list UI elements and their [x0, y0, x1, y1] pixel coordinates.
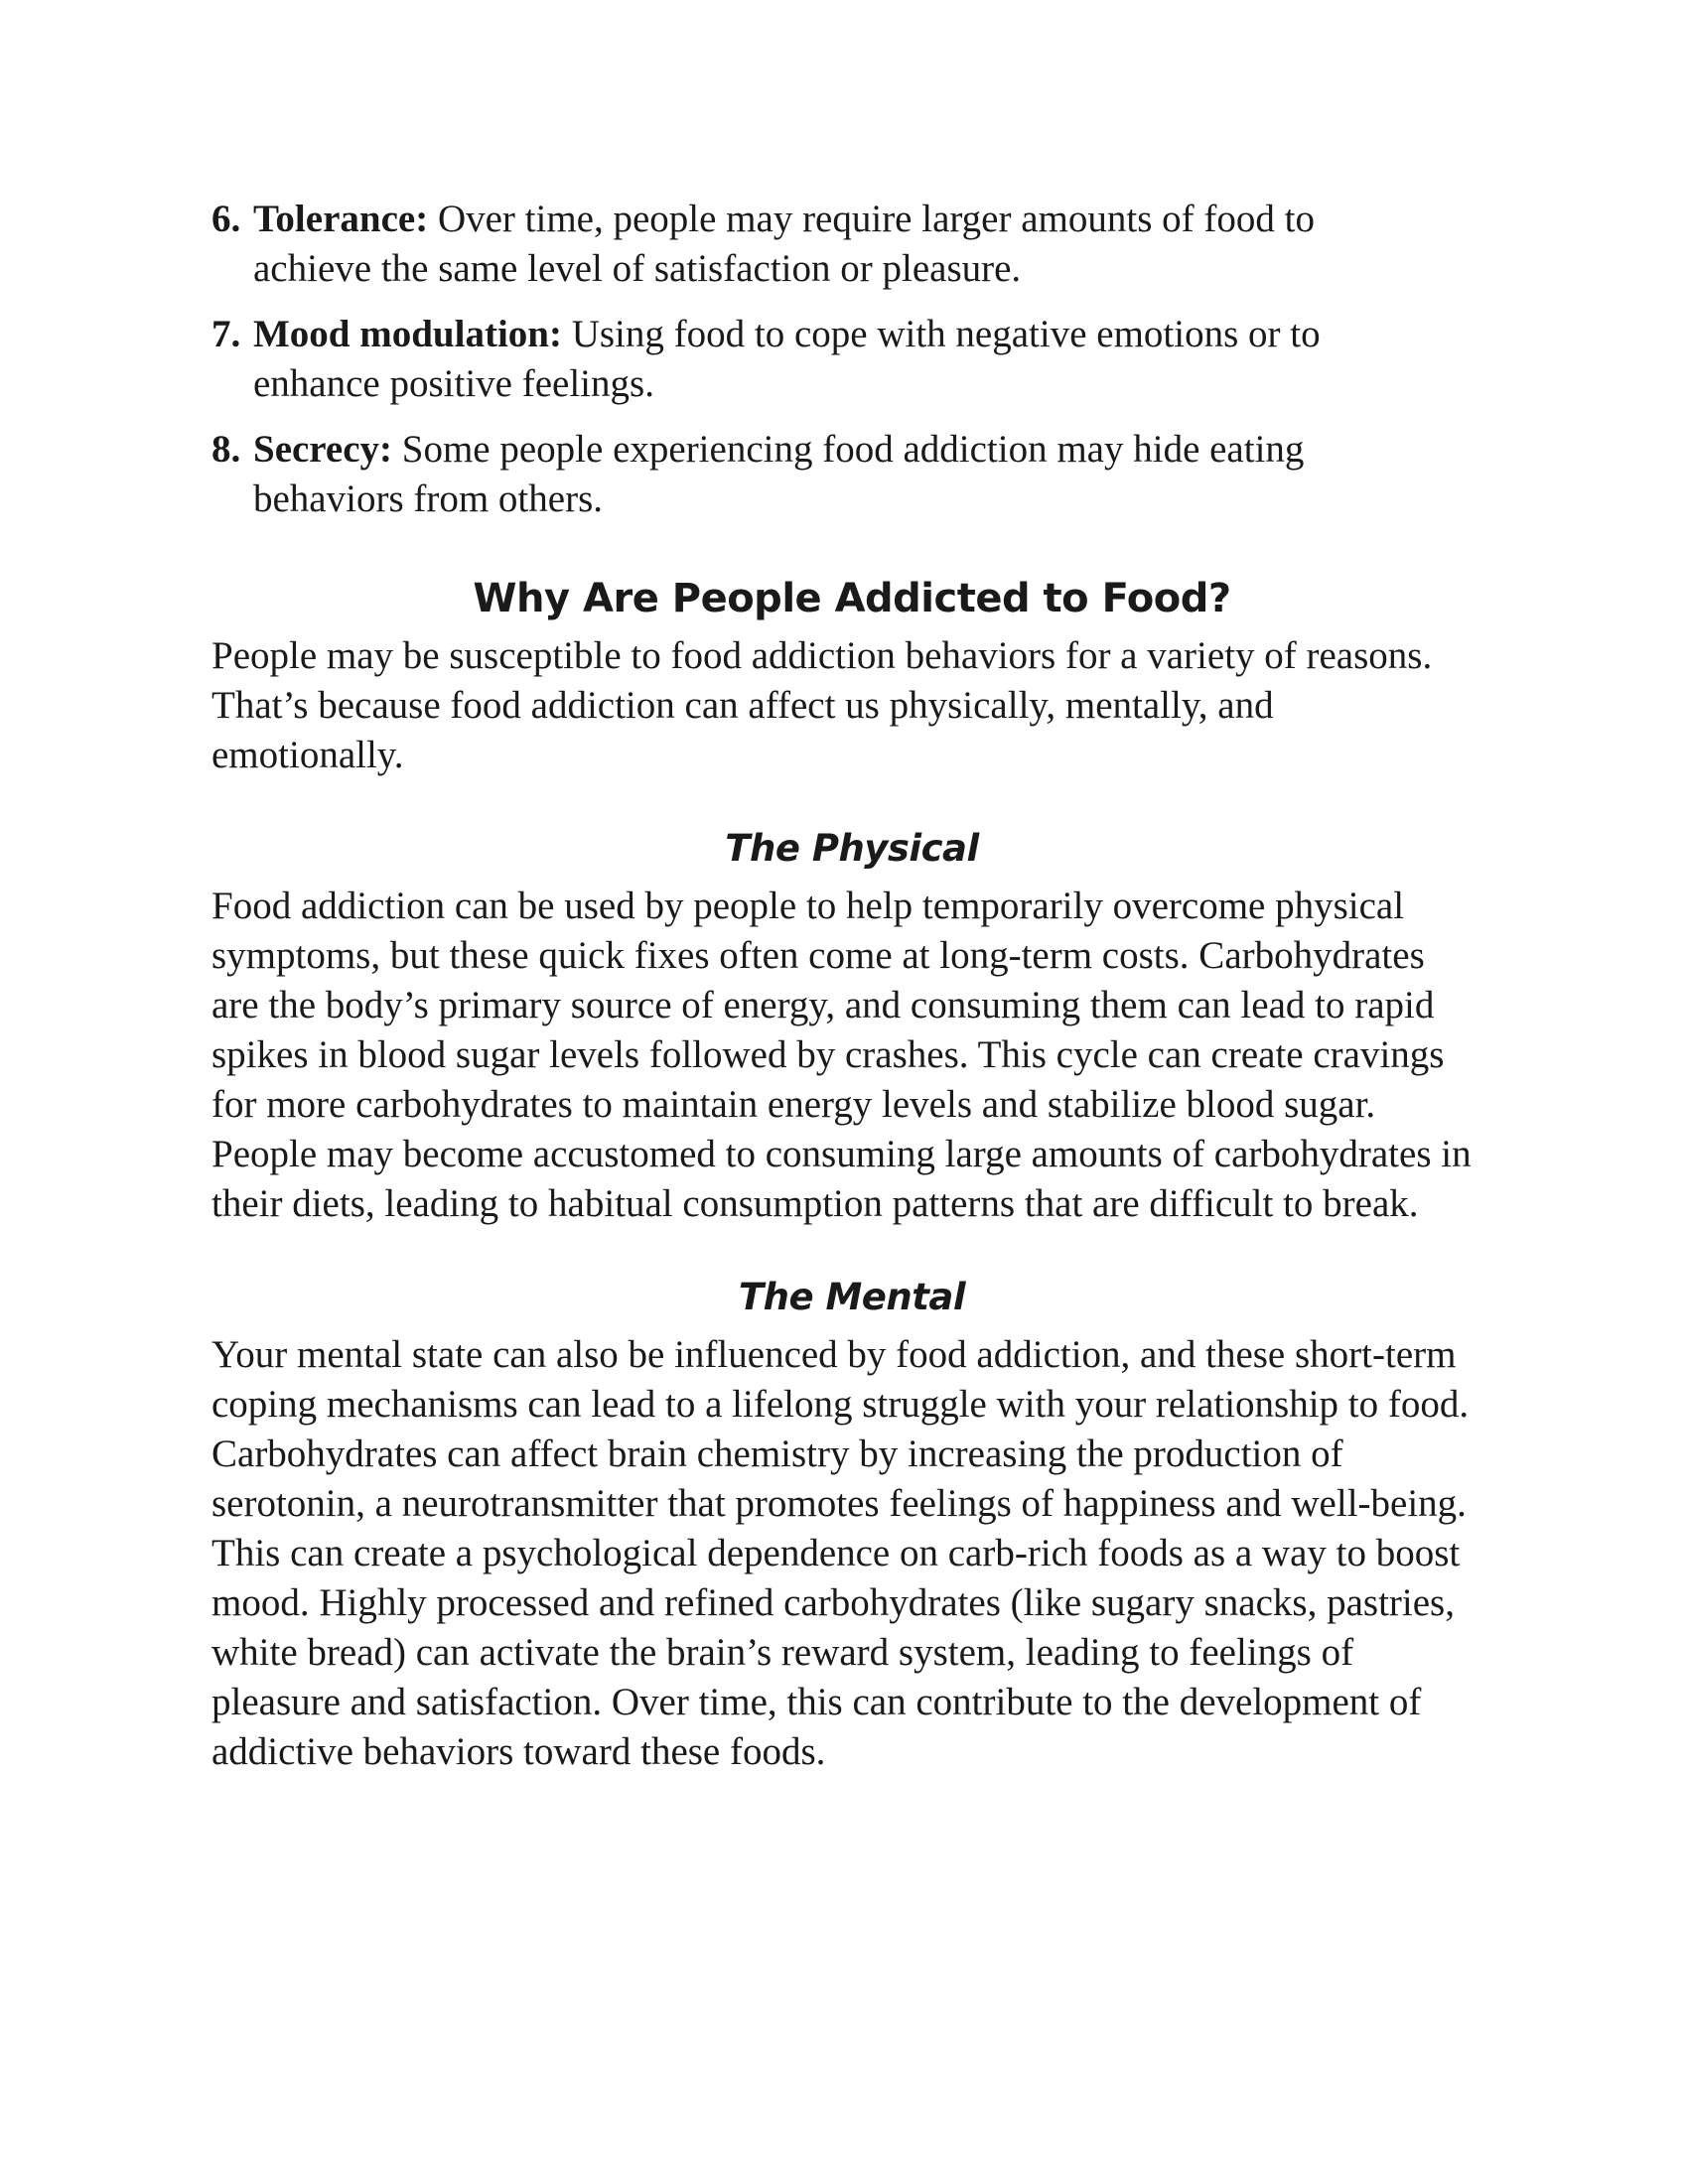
physical-paragraph: Food addiction can be used by people to help temporarily overcome physical symptoms, but these quick fixes often come at long-term costs. Carbohydrates are the body’s primary source of energy, and consuming them can lead to rapid spikes in blood sugar levels followed by crashes. This cycle can create cravings for more carbohydrates to maintain energy levels and stabilize blood sugar. People may become accustomed to consuming large amounts of carbohydrates in their diets, leading to habitual consumption patterns that are difficult to break. [211, 885, 1472, 1225]
mental-heading: The Mental [738, 1276, 966, 1318]
document-page [211, 195, 1492, 1777]
list-item-number: 6. [211, 198, 241, 240]
list-item-term: Mood modulation: [253, 313, 562, 355]
section-heading: Why Are People Addicted to Food? [473, 576, 1231, 621]
list-item-text: Some people experiencing food addiction may hide eating behaviors from others. [253, 428, 1305, 520]
list-item-text: Using food to cope with negative emotions or to enhance positive feelings. [253, 313, 1321, 405]
list-item-body [253, 425, 1492, 524]
section-intro: People may be susceptible to food addiction behaviors for a variety of reasons. That’s because food addiction can affect us physically, mentally, and emotionally. [211, 634, 1433, 776]
mental-paragraph: Your mental state can also be influenced by food addiction, and these short-term coping mechanisms can lead to a lifelong struggle with your relationship to food. Carbohydrates can affect brain chemistry by increasing the production of serotonin, a neurotransmitter that promotes feelings of happiness and well-being. This can create a psychological dependence on carb-rich foods as a way to boost mood. Highly processed and refined carbohydrates (like sugary snacks, pastries, white bread) can activate the brain’s reward system, leading to feelings of pleasure and satisfaction. Over time, this can contribute to the development of addictive behaviors toward these foods. [211, 1333, 1470, 1773]
list-item-term: Secrecy: [253, 428, 393, 471]
list-item-number: 7. [211, 313, 241, 355]
symptom-list [211, 195, 1492, 524]
list-item-term: Tolerance: [253, 198, 429, 240]
list-item [211, 310, 1492, 409]
list-item-body [253, 195, 1492, 294]
list-item-body [253, 310, 1492, 409]
physical-heading: The Physical [725, 827, 979, 870]
list-item-number: 8. [211, 428, 241, 471]
list-item [211, 195, 1492, 294]
list-item-text: Over time, people may require larger amounts of food to achieve the same level of satisfaction or pleasure. [253, 198, 1315, 290]
list-item [211, 425, 1492, 524]
